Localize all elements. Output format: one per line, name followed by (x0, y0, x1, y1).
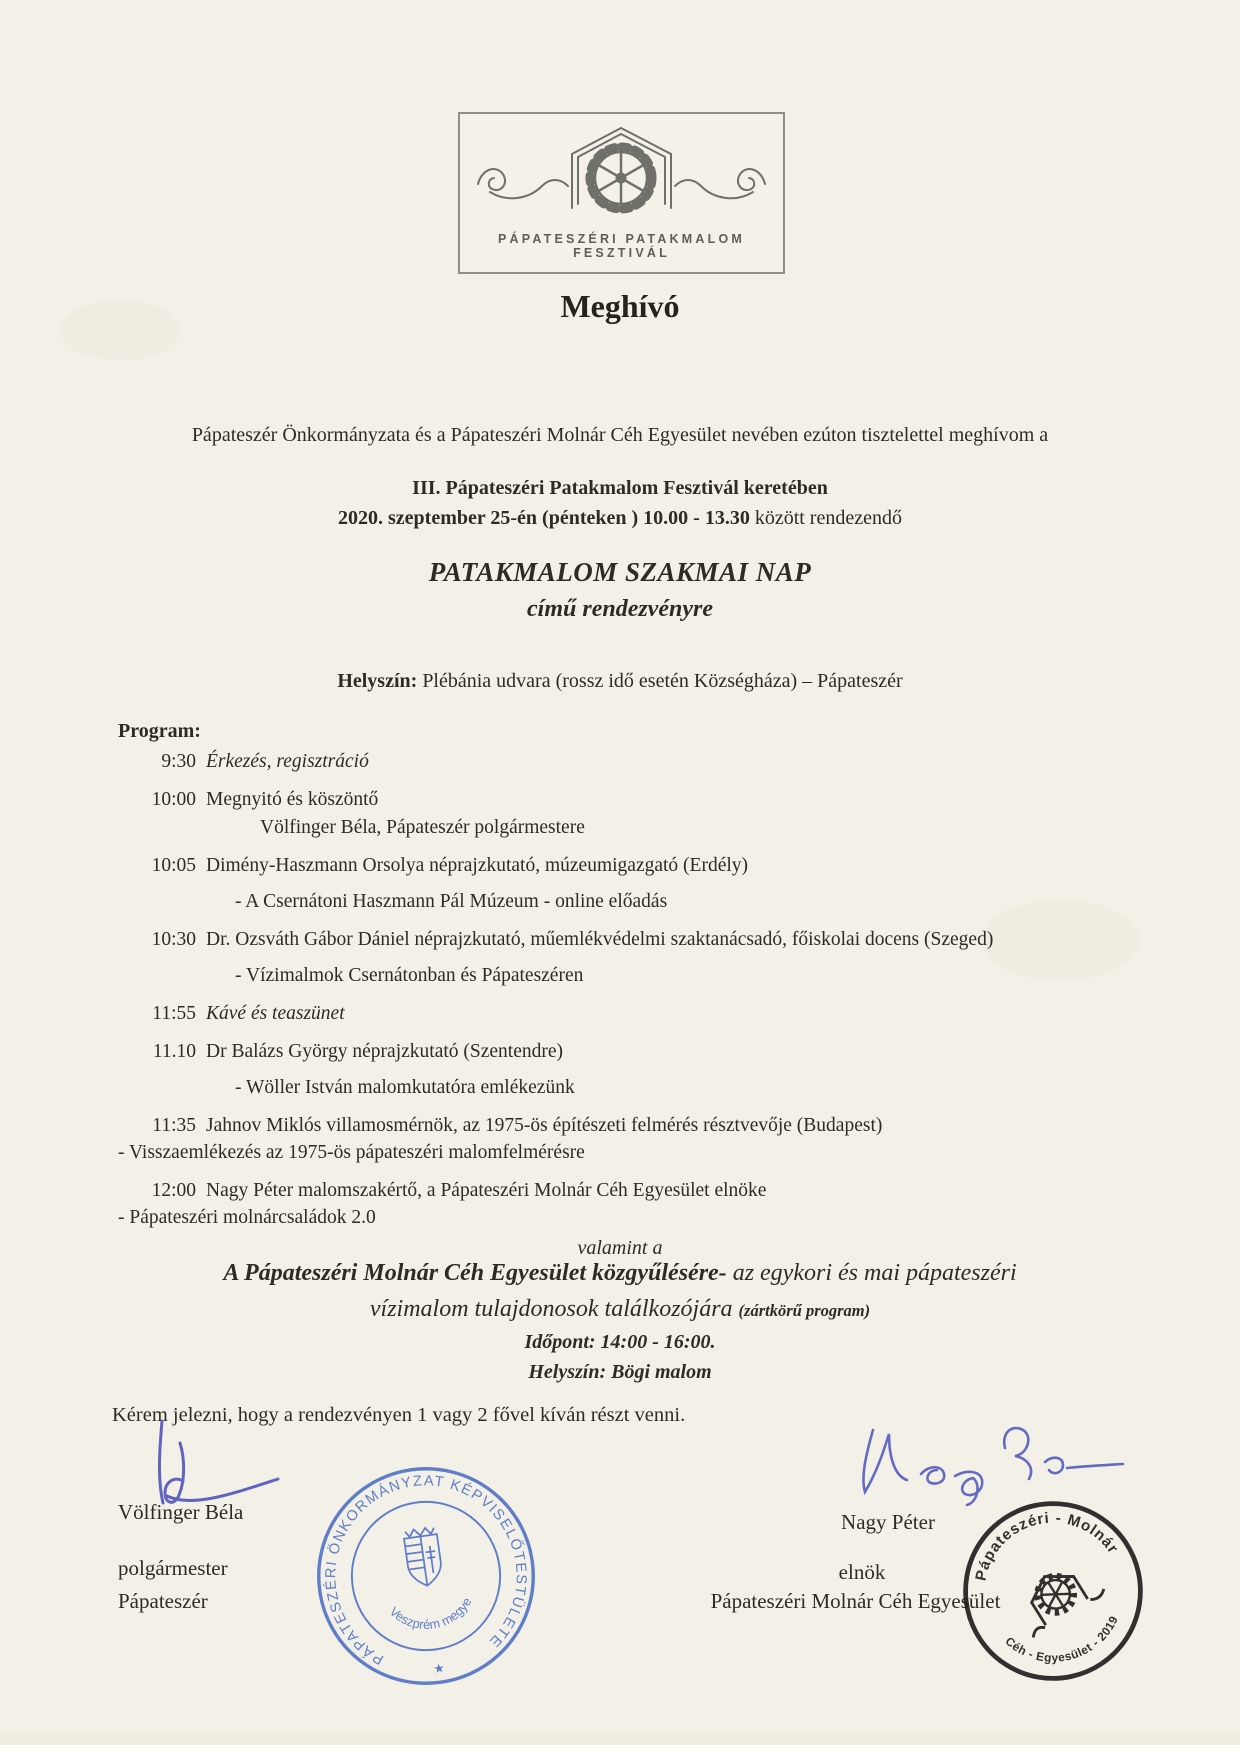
meeting-title-rest: az egykori és mai pápateszéri (726, 1260, 1017, 1286)
signatory-right-org: Pápateszéri Molnár Céh Egyesület (710, 1589, 1001, 1613)
signatory-left-role: polgármester (118, 1556, 228, 1580)
program-time: 11:55 (152, 1003, 196, 1024)
program-text: Nagy Péter malomszakértő, a Pápateszéri Molnár Céh Egyesület elnöke (206, 1180, 767, 1201)
program-item (118, 926, 1178, 953)
stamp-county-text: Veszprém megye (386, 1595, 475, 1632)
guild-stamp-top-text: Pápateszéri - Molnár (972, 1509, 1122, 1583)
stamp-star: ★ (432, 1660, 446, 1677)
venue-label: Helyszín: (337, 670, 418, 692)
scan-edge-shade (0, 1731, 1240, 1745)
event-subtitle: című rendezvényre (527, 596, 713, 622)
program-subtext: - Wöller István malomkutatóra emlékezünk (235, 1077, 575, 1098)
program-text: Megnyitó és köszöntő (206, 789, 379, 810)
program-time: 10:00 (151, 789, 196, 810)
program-time: 10:05 (151, 855, 196, 876)
festival-logo-caption: PÁPATESZÉRI PATAKMALOM FESZTIVÁL (497, 232, 745, 260)
program-item (118, 1177, 1178, 1204)
program-item (118, 852, 1178, 879)
guild-stamp-bottom-text: Céh - Egyesület - 2019 (1002, 1613, 1121, 1665)
stamp-ring-text: PÁPATESZÉRI ÖNKORMÁNYZAT KÉPVISELŐTESTÜLETE (323, 1473, 529, 1668)
festival-line1: III. Pápateszéri Patakmalom Fesztivál keretében (412, 477, 828, 499)
program-text: Kávé és teaszünet (206, 1003, 345, 1024)
festival-logo-box (458, 112, 785, 274)
meeting-venue: Helyszín: Bögi malom (528, 1361, 712, 1383)
program-time: 11:35 (152, 1115, 196, 1136)
venue-line (0, 670, 1240, 693)
meeting-time: Időpont: 14:00 - 16:00. (524, 1331, 716, 1353)
festival-line2 (0, 507, 1240, 530)
program-text: Dr. Ozsváth Gábor Dániel néprajzkutató, műemlékvédelmi szaktanácsadó, főiskolai docens (Szeged) (206, 929, 994, 950)
scan-edge (0, 1745, 1240, 1754)
signatory-right-role: elnök (838, 1560, 886, 1584)
program-text: Jahnov Miklós villamosmérnök, az 1975-ös építészeti felmérés résztvevője (Budapest) (206, 1115, 883, 1136)
valamint-line: valamint a (577, 1237, 663, 1259)
meeting-note: (zártkörű program) (738, 1301, 871, 1320)
signatory-left-name: Völfinger Béla (118, 1500, 244, 1524)
rsvp-line: Kérem jelezni, hogy a rendezvényen 1 vagy 2 fővel kíván részt venni. (112, 1404, 686, 1426)
meeting-title-line2 (0, 1296, 1240, 1323)
meeting-title-line1 (0, 1260, 1240, 1287)
festival-date-rest: között rendezendő (749, 507, 902, 529)
document-title: Meghívó (560, 288, 680, 324)
program-list (118, 748, 1178, 1231)
municipal-round-stamp (294, 1444, 558, 1708)
program-item (118, 1000, 1178, 1027)
guild-round-stamp (940, 1478, 1165, 1703)
program-item (118, 748, 1178, 775)
program-item (118, 1112, 1178, 1139)
program-label: Program: (118, 720, 201, 742)
program-subtext: Völfinger Béla, Pápateszér polgármestere (260, 817, 585, 838)
event-title: PATAKMALOM SZAKMAI NAP (428, 557, 812, 587)
program-time: 10:30 (151, 929, 196, 950)
mill-logo-icon (460, 120, 783, 236)
program-subtext: - Visszaemlékezés az 1975-ös pápateszéri malomfelmérésre (118, 1142, 585, 1163)
intro-line: Pápateszér Önkormányzata és a Pápateszéri Molnár Céh Egyesület nevében ezúton tisztelettel meghívom a (191, 424, 1049, 446)
svg-text:Veszprém megye (385, 1594, 477, 1638)
meeting-line2: vízimalom tulajdonosok találkozójára (369, 1296, 739, 1322)
venue-value: Plébánia udvara (rossz idő esetén Községháza) – Pápateszér (417, 670, 903, 692)
program-time: 12:00 (151, 1180, 196, 1201)
program-time: 9:30 (161, 751, 196, 772)
program-subtext: - A Csernátoni Haszmann Pál Múzeum - online előadás (235, 891, 668, 912)
meeting-title-bold: A Pápateszéri Molnár Céh Egyesület közgyűlésére- (223, 1260, 727, 1286)
svg-text:Céh - Egyesület - 2019 (1001, 1611, 1128, 1676)
program-text: Dimény-Haszmann Orsolya néprajzkutató, múzeumigazgató (Erdély) (206, 855, 749, 876)
program-time: 11.10 (152, 1041, 196, 1062)
program-subtext: - Pápateszéri molnárcsaládok 2.0 (118, 1207, 376, 1228)
program-text: Érkezés, regisztráció (206, 751, 369, 772)
program-item (118, 1038, 1178, 1065)
program-text: Dr Balázs György néprajzkutató (Szentendre) (206, 1041, 564, 1062)
signatory-left-place: Pápateszér (118, 1589, 208, 1613)
signatory-right-name: Nagy Péter (841, 1510, 935, 1534)
svg-text:Pápateszéri - Molnár (961, 1495, 1123, 1585)
festival-date: 2020. szeptember 25-én (pénteken ) 10.00 - 13.30 (338, 507, 750, 529)
program-item (118, 786, 1178, 813)
program-subtext: - Vízimalmok Csernátonban és Pápateszéren (235, 965, 584, 986)
